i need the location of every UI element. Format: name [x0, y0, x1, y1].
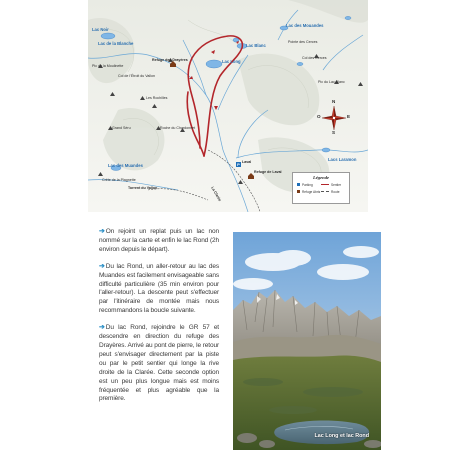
compass-s: S — [332, 130, 336, 135]
map-label-lac-blanc: Lac Blanc — [246, 43, 266, 48]
landscape-photo — [233, 232, 381, 450]
paragraph-3 — [99, 324, 219, 404]
arrow-right-icon: ➔ — [99, 262, 105, 270]
map-label-rochilles: Les Rochilles — [146, 96, 168, 100]
text-column — [99, 228, 219, 412]
map-label-lac-noir: Lac Noir — [92, 27, 109, 32]
compass-e: E — [347, 114, 351, 119]
map-label-lacs-laramon: Lacs Laramon — [328, 157, 357, 162]
photo-caption: Lac Long et lac Rond — [314, 433, 369, 439]
photo-drawing — [233, 232, 381, 450]
map-label-pointe-cerces: Pointe des Cerces — [288, 40, 318, 44]
map-label-claree: La Clarée — [210, 185, 222, 203]
map-legend — [292, 172, 350, 204]
arrow-right-icon: ➔ — [99, 228, 105, 235]
paragraph-1-text: On rejoint un replat puis un lac non nommé sur la carte et enfin le lac Rond (2h environ depuis le départ). — [99, 228, 219, 253]
paragraph-2 — [99, 263, 219, 316]
map-label-crete-plagnette: Crête de la Plagnette — [102, 178, 136, 182]
compass-n: N — [332, 99, 336, 104]
map-label-lac-mouandes: Lac des Mouandes — [286, 23, 324, 28]
paragraph-2-text: Du lac Rond, un aller-retour au lac des Muandes est facilement envisageable sans difficulté particulière (35 min environ pour l'aller-retour). La descente peut s'effectuer par l'itinéraire de montée mais nous recommandons la boucle suivante. — [99, 262, 219, 315]
map-label-lac-long: Lac Long — [222, 59, 241, 64]
refuge-icon — [297, 190, 300, 193]
legend-route: Route — [331, 189, 340, 194]
map-label-pic-moulinette: Pic de la Moulinette — [92, 64, 124, 68]
paragraph-1 — [99, 228, 219, 255]
map-label-laval: Laval — [242, 160, 252, 164]
map-label-refuge-drayeres: Refuge des Drayères — [152, 58, 188, 62]
trail-line-icon — [321, 184, 329, 185]
map-label-refuge-laval: Refuge de Laval — [254, 170, 282, 174]
map-label-col-cerces: Col des Cerces — [302, 56, 327, 60]
paragraph-3-text: Du lac Rond, rejoindre le GR 57 et descendre en direction du refuge des Drayères. Arrivé au pont de pierre, le retour peut s'envisager directement par la piste ou par le petit sentier qui longe la rive droite de la Clarée. Cette seconde option est un peu plus longue mais est moins fréquentée et plus agréable que la première. — [99, 324, 219, 403]
map-label-col-etroit: Col de l'Étroit du Vallon — [118, 74, 155, 78]
parking-icon — [297, 183, 300, 186]
legend-parking: Parking — [302, 182, 313, 187]
road-line-icon — [321, 191, 329, 192]
map-label-lac-muandes: Lac des Muandes — [108, 163, 143, 168]
map-label-grand-seru: Grand Séru — [112, 126, 131, 130]
legend-title: Légende — [312, 175, 330, 180]
arrow-right-icon: ➔ — [99, 324, 105, 332]
map-label-lac-blanche: Lac de la Blanche — [98, 41, 134, 46]
compass-o: O — [317, 114, 321, 119]
map-label-torrent-vallon: Torrent du Vallon — [128, 186, 158, 190]
legend-refuge: Refuge Abris — [302, 189, 321, 194]
svg-text:P: P — [237, 162, 240, 167]
map-label-pic-lac-blanc: Pic du Lac Blanc — [318, 80, 345, 84]
topo-map — [88, 0, 368, 212]
legend-sentier: Sentier — [331, 182, 342, 187]
map-label-roche-chardonnet: Roche du Chardonnet — [160, 126, 196, 130]
